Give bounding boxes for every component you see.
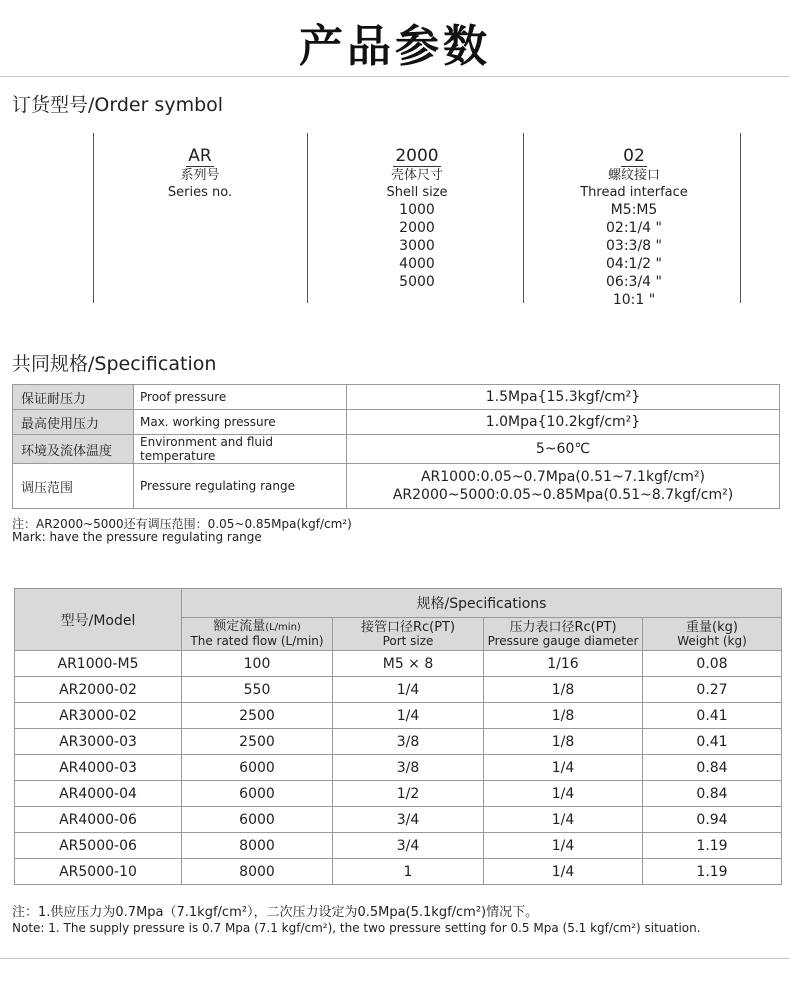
port-cell: 3/4 [333,807,484,833]
spec-note-cn: 注：AR2000~5000还有调压范围：0.05~0.85Mpa(kgf/cm²) [12,517,352,531]
table-row [15,677,782,703]
gauge-diameter-cn: 压力表口径Rc(PT) [509,619,617,635]
bottom-divider [0,958,790,959]
spec-en-label: Pressure regulating range [134,464,347,509]
spec-cn-label: 环境及流体温度 [13,435,134,464]
flow-cell: 6000 [182,781,333,807]
table-row [15,781,782,807]
spec-en-label: Proof pressure [134,385,347,410]
series-en-label: Series no. [167,185,233,200]
shell-option: 5000 [399,274,435,290]
flow-cell: 2500 [182,703,333,729]
order-divider-right [740,133,741,303]
gauge-cell: 1/4 [484,833,643,859]
thread-en-label: Thread interface [580,185,688,200]
port-size-cn: 接管口径Rc(PT) [360,619,456,635]
weight-cell: 0.08 [643,651,782,677]
port-cell: 3/8 [333,729,484,755]
table-row [15,807,782,833]
model-cell: AR4000-06 [15,807,182,833]
weight-en: Weight (kg) [677,633,747,648]
order-divider-left [93,133,94,303]
port-size-en: Port size [382,633,434,648]
header-port-size [333,618,484,651]
spec-row [13,410,780,435]
rated-flow-en: The rated flow (L/min) [190,634,324,648]
weight-cell: 1.19 [643,859,782,885]
shell-option: 4000 [399,256,435,272]
gauge-cell: 1/8 [484,703,643,729]
thread-option: 02:1/4 " [606,220,662,236]
header-weight [643,618,782,651]
rated-flow-cn: 额定流量 [213,619,266,634]
model-cell: AR4000-04 [15,781,182,807]
model-table [14,588,782,885]
port-cell: 1/2 [333,781,484,807]
title-divider [0,76,790,77]
shell-option: 1000 [399,202,435,218]
flow-cell: 100 [182,651,333,677]
table-row [15,755,782,781]
order-symbol-heading: 订货型号/Order symbol [12,94,224,116]
flow-cell: 6000 [182,807,333,833]
flow-cell: 8000 [182,833,333,859]
shell-cn-label: 壳体尺寸 [390,168,443,183]
shell-option: 3000 [399,238,435,254]
weight-cell: 1.19 [643,833,782,859]
gauge-diameter-en: Pressure gauge diameter [487,633,639,648]
table-row [15,729,782,755]
spec-en-label: Environment and fluid temperature [134,435,347,464]
shell-code: 2000 [395,146,439,166]
series-cn-label: 系列号 [180,168,220,183]
spec-value: 5~60℃ [347,435,780,464]
shell-option: 2000 [399,220,435,236]
model-cell: AR5000-06 [15,833,182,859]
footnote-cn: 注：1.供应压力为0.7Mpa（7.1kgf/cm²），二次压力设定为0.5Mpa(5.1kgf/cm²)情况下。 [12,905,539,920]
weight-cell: 0.94 [643,807,782,833]
flow-cell: 550 [182,677,333,703]
model-cell: AR3000-02 [15,703,182,729]
spec-cn-label: 最高使用压力 [13,410,134,435]
gauge-cell: 1/4 [484,781,643,807]
spec-en-label: Max. working pressure [134,410,347,435]
port-cell: M5 × 8 [333,651,484,677]
header-rated-flow [182,618,333,651]
thread-cn-label: 螺纹接口 [607,168,660,183]
page-title: 产品参数 [299,21,491,72]
port-cell: 3/8 [333,755,484,781]
spec-value: AR1000:0.05~0.7Mpa(0.51~7.1kgf/cm²) [420,469,706,485]
spec-value-line2: AR2000~5000:0.05~0.85Mpa(0.51~8.7kgf/cm²) [392,487,734,503]
header-specifications: 规格/Specifications [182,589,782,618]
gauge-cell: 1/8 [484,677,643,703]
weight-cn: 重量(kg) [686,619,738,635]
model-cell: AR4000-03 [15,755,182,781]
thread-option: M5:M5 [610,202,658,218]
spec-value-cell [347,464,780,509]
order-thread-column [564,146,704,309]
gauge-cell: 1/4 [484,859,643,885]
shell-en-label: Shell size [386,185,448,200]
table-row [15,703,782,729]
gauge-cell: 1/4 [484,755,643,781]
rated-flow-unit: (L/min) [265,622,301,633]
thread-option: 04:1/2 " [606,256,662,272]
model-cell: AR2000-02 [15,677,182,703]
spec-value: 1.0Mpa{10.2kgf/cm²} [347,410,780,435]
port-cell: 1/4 [333,703,484,729]
spec-value: 1.5Mpa{15.3kgf/cm²} [347,385,780,410]
series-code: AR [188,146,212,166]
footnote-en: Note: 1. The supply pressure is 0.7 Mpa (7.1 kgf/cm²), the two pressure setting for 0.5 Mpa (5.1 kgf/cm²) situation. [12,921,701,935]
port-cell: 1/4 [333,677,484,703]
spec-row [13,385,780,410]
port-cell: 3/4 [333,833,484,859]
spec-cn-label: 调压范围 [13,464,134,509]
specification-table [12,384,780,509]
spec-cn-label: 保证耐压力 [13,385,134,410]
table-row [15,651,782,677]
order-divider-3 [523,133,524,303]
gauge-cell: 1/8 [484,729,643,755]
table-row [15,859,782,885]
order-divider-2 [307,133,308,303]
spec-row [13,464,780,509]
header-gauge-diameter [484,618,643,651]
spec-note-en: Mark: have the pressure regulating range [12,530,262,544]
specification-heading: 共同规格/Specification [12,353,217,375]
weight-cell: 0.41 [643,729,782,755]
weight-cell: 0.84 [643,781,782,807]
flow-cell: 2500 [182,729,333,755]
thread-option: 06:3/4 " [606,274,662,290]
thread-option: 10:1 " [612,292,656,308]
weight-cell: 0.27 [643,677,782,703]
model-cell: AR3000-03 [15,729,182,755]
port-cell: 1 [333,859,484,885]
order-shell-column [357,146,477,291]
model-cell: AR5000-10 [15,859,182,885]
flow-cell: 8000 [182,859,333,885]
header-model: 型号/Model [15,589,182,651]
table-row [15,833,782,859]
thread-code: 02 [623,146,645,166]
weight-cell: 0.84 [643,755,782,781]
gauge-cell: 1/16 [484,651,643,677]
order-series-column [140,146,260,201]
thread-option: 03:3/8 " [606,238,662,254]
flow-cell: 6000 [182,755,333,781]
gauge-cell: 1/4 [484,807,643,833]
weight-cell: 0.41 [643,703,782,729]
model-cell: AR1000-M5 [15,651,182,677]
spec-row [13,435,780,464]
